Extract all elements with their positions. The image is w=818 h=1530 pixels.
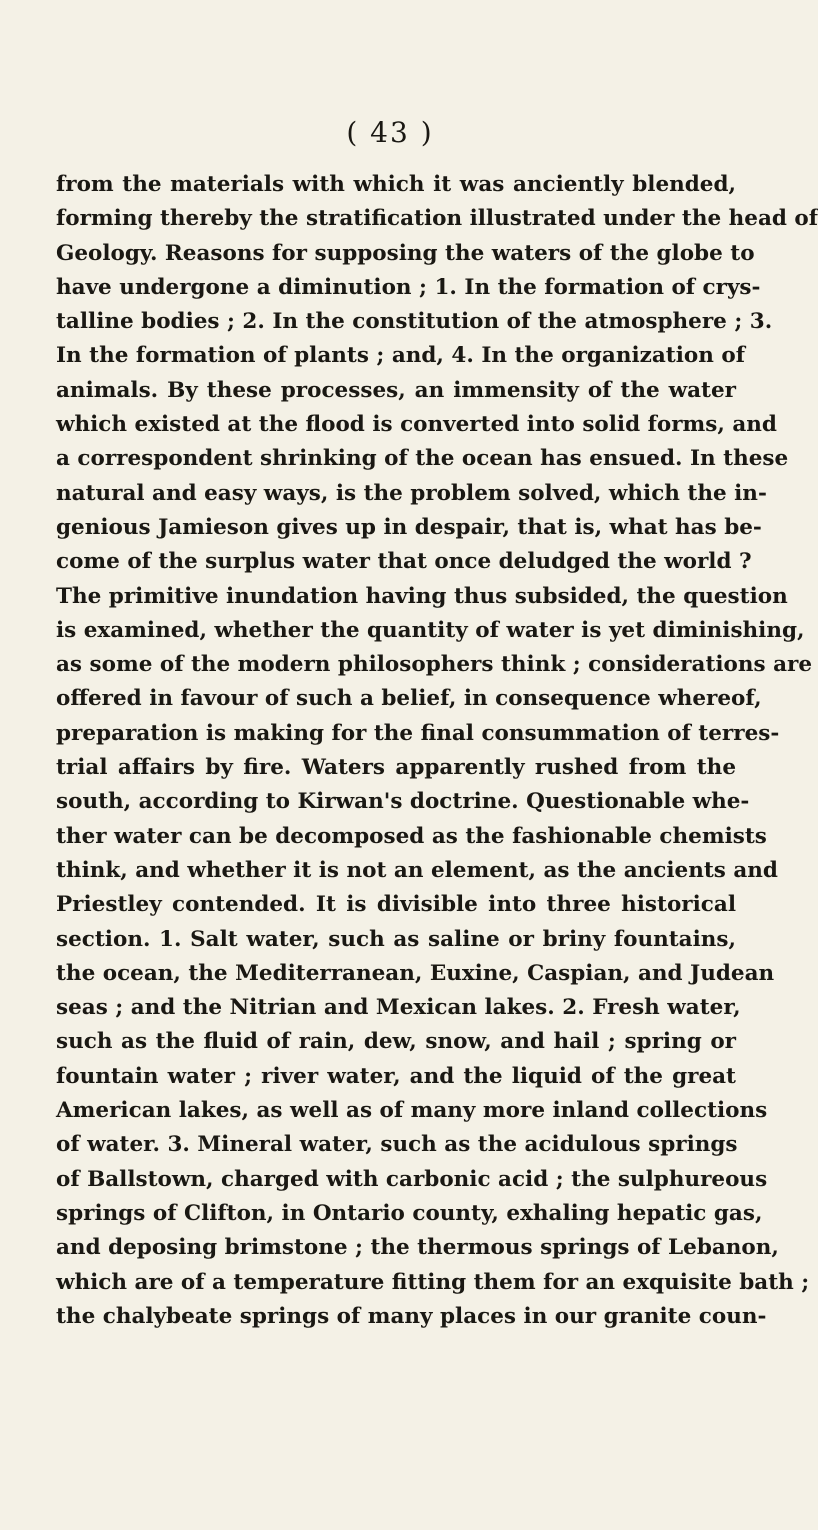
text-line: which are of a temperature fitting them for an exquisite bath ; (56, 1269, 810, 1295)
text-line: of water. 3. Mineral water, such as the acidulous springs (56, 1132, 738, 1158)
text-line: trial affairs by fire. Waters apparently rushed from the (56, 755, 736, 781)
text-line: forming thereby the stratification illustrated under the head of (56, 206, 818, 232)
text-line: the ocean, the Mediterranean, Euxine, Caspian, and Judean (56, 960, 775, 986)
text-line: south, according to Kirwan's doctrine. Questionable whe- (56, 789, 750, 815)
text-line: from the materials with which it was anciently blended, (56, 172, 736, 197)
text-line: such as the fluid of rain, dew, snow, and hail ; spring or (56, 1029, 736, 1055)
text-line: talline bodies ; 2. In the constitution of the atmosphere ; 3. (56, 309, 773, 335)
text-line: natural and easy ways, is the problem solved, which the in- (56, 480, 767, 506)
text-line: Geology. Reasons for supposing the waters of the globe to (56, 240, 755, 266)
text-line: come of the surplus water that once deludged the world ? (56, 549, 752, 575)
text-line: as some of the modern philosophers think ; considerations are (56, 652, 813, 678)
text-line: offered in favour of such a belief, in consequence whereof, (56, 686, 762, 712)
text-line: is examined, whether the quantity of water is yet diminishing, (56, 617, 805, 643)
text-line: of Ballstown, charged with carbonic acid ; the sulphureous (56, 1166, 768, 1192)
text-line: The primitive inundation having thus subsided, the question (56, 583, 788, 609)
body-text (56, 168, 818, 1334)
page-number: ( 43 ) (346, 116, 434, 149)
text-line: think, and whether it is not an element, as the ancients and (56, 857, 778, 883)
text-line: seas ; and the Nitrian and Mexican lakes. 2. Fresh water, (56, 995, 741, 1021)
text-line: In the formation of plants ; and, 4. In the organization of (56, 343, 745, 369)
text-line: the chalybeate springs of many places in our granite coun- (56, 1303, 767, 1329)
text-line: have undergone a diminution ; 1. In the formation of crys- (56, 274, 761, 300)
text-line: and deposing brimstone ; the thermous springs of Lebanon, (56, 1235, 779, 1261)
text-line: American lakes, as well as of many more inland collections (56, 1098, 768, 1124)
text-line: genious Jamieson gives up in despair, that is, what has be- (56, 514, 762, 540)
text-line: ther water can be decomposed as the fashionable chemists (56, 823, 767, 849)
text-line: fountain water ; river water, and the liquid of the great (56, 1063, 736, 1089)
text-line: preparation is making for the final consummation of terres- (56, 720, 780, 746)
text-line: section. 1. Salt water, such as saline or briny fountains, (56, 926, 736, 952)
text-line: which existed at the flood is converted into solid forms, and (56, 412, 777, 438)
text-line: springs of Clifton, in Ontario county, exhaling hepatic gas, (56, 1200, 763, 1226)
text-line: animals. By these processes, an immensity of the water (56, 377, 736, 403)
text-line: Priestley contended. It is divisible into three historical (56, 892, 736, 918)
text-line: a correspondent shrinking of the ocean has ensued. In these (56, 446, 789, 472)
